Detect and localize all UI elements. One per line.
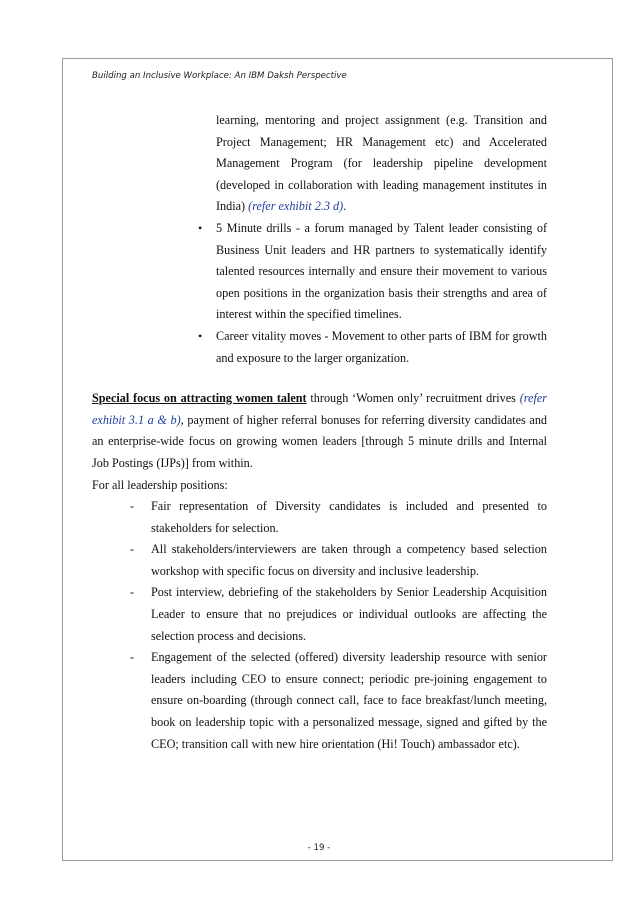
bullet-icon: • xyxy=(198,220,203,235)
exhibit-reference-3-1[interactable]: (refer exhibit 3.1 a & b) xyxy=(92,391,547,427)
list-item xyxy=(130,647,547,755)
leadership-intro: For all leadership positions: xyxy=(92,477,228,492)
list-item xyxy=(130,496,547,539)
bullet-item-career-vitality xyxy=(198,326,547,369)
list-item-text: Post interview, debriefing of the stakeholders by Senior Leadership Acquisition Leader to ensure that no prejudices or individual outlooks are affecting the selection process and decisions. xyxy=(151,585,547,643)
running-header: Building an Inclusive Workplace: An IBM Daksh Perspective xyxy=(92,71,347,81)
focus-intro: through ‘Women only’ recruitment drives xyxy=(306,391,520,406)
continued-end: . xyxy=(343,199,347,214)
page-content xyxy=(92,110,547,755)
bullet-text: Career vitality moves - Movement to other parts of IBM for growth and exposure to the larger organization. xyxy=(216,328,547,365)
list-item-text: All stakeholders/interviewers are taken through a competency based selection workshop with specific focus on diversity and inclusive leadership. xyxy=(151,542,547,578)
bullet-icon: • xyxy=(198,328,203,343)
dash-marker: - xyxy=(130,650,135,665)
bullet-text: 5 Minute drills - a forum managed by Talent leader consisting of Business Unit leaders and HR partners to systematically identify talented resources internally and ensure their movement to various open positions in the organization basis their strengths and area of interest within the specified timelines. xyxy=(216,220,547,322)
dash-marker: - xyxy=(130,499,135,514)
bullet-item-5-minute-drills xyxy=(198,218,547,326)
exhibit-reference-2-3-d[interactable]: (refer exhibit 2.3 d) xyxy=(248,199,344,214)
list-item xyxy=(130,539,547,582)
dash-marker: - xyxy=(130,585,135,600)
women-talent-paragraph xyxy=(92,388,547,474)
list-item-text: Fair representation of Diversity candidates is included and presented to stakeholders for selection. xyxy=(151,499,547,535)
list-item-text: Engagement of the selected (offered) diversity leadership resource with senior leaders including CEO to ensure connect; periodic pre-joining engagement to ensure on-boarding (through connect call, face to face breakfast/lunch meeting, book on leadership topic with a personalized message, signed and gifted by the CEO; transition call with new hire orientation (Hi! Touch) ambassador etc). xyxy=(151,650,547,751)
focus-heading: Special focus on attracting women talent xyxy=(92,391,307,406)
page-number: - 19 - xyxy=(307,843,331,853)
list-item xyxy=(130,582,547,647)
dash-marker: - xyxy=(130,542,135,557)
focus-rest: , payment of higher referral bonuses for referring diversity candidates and an enterprise-wide focus on growing women leaders [through 5 minute drills and Internal Job Postings (IJPs)] from within. xyxy=(92,412,548,470)
continued-paragraph xyxy=(216,110,547,218)
continued-text: learning, mentoring and project assignment (e.g. Transition and Project Management; HR Management etc) and Accelerated Management Program (for leadership pipeline development (developed in collaboration with leading management institutes in India) xyxy=(216,113,547,214)
